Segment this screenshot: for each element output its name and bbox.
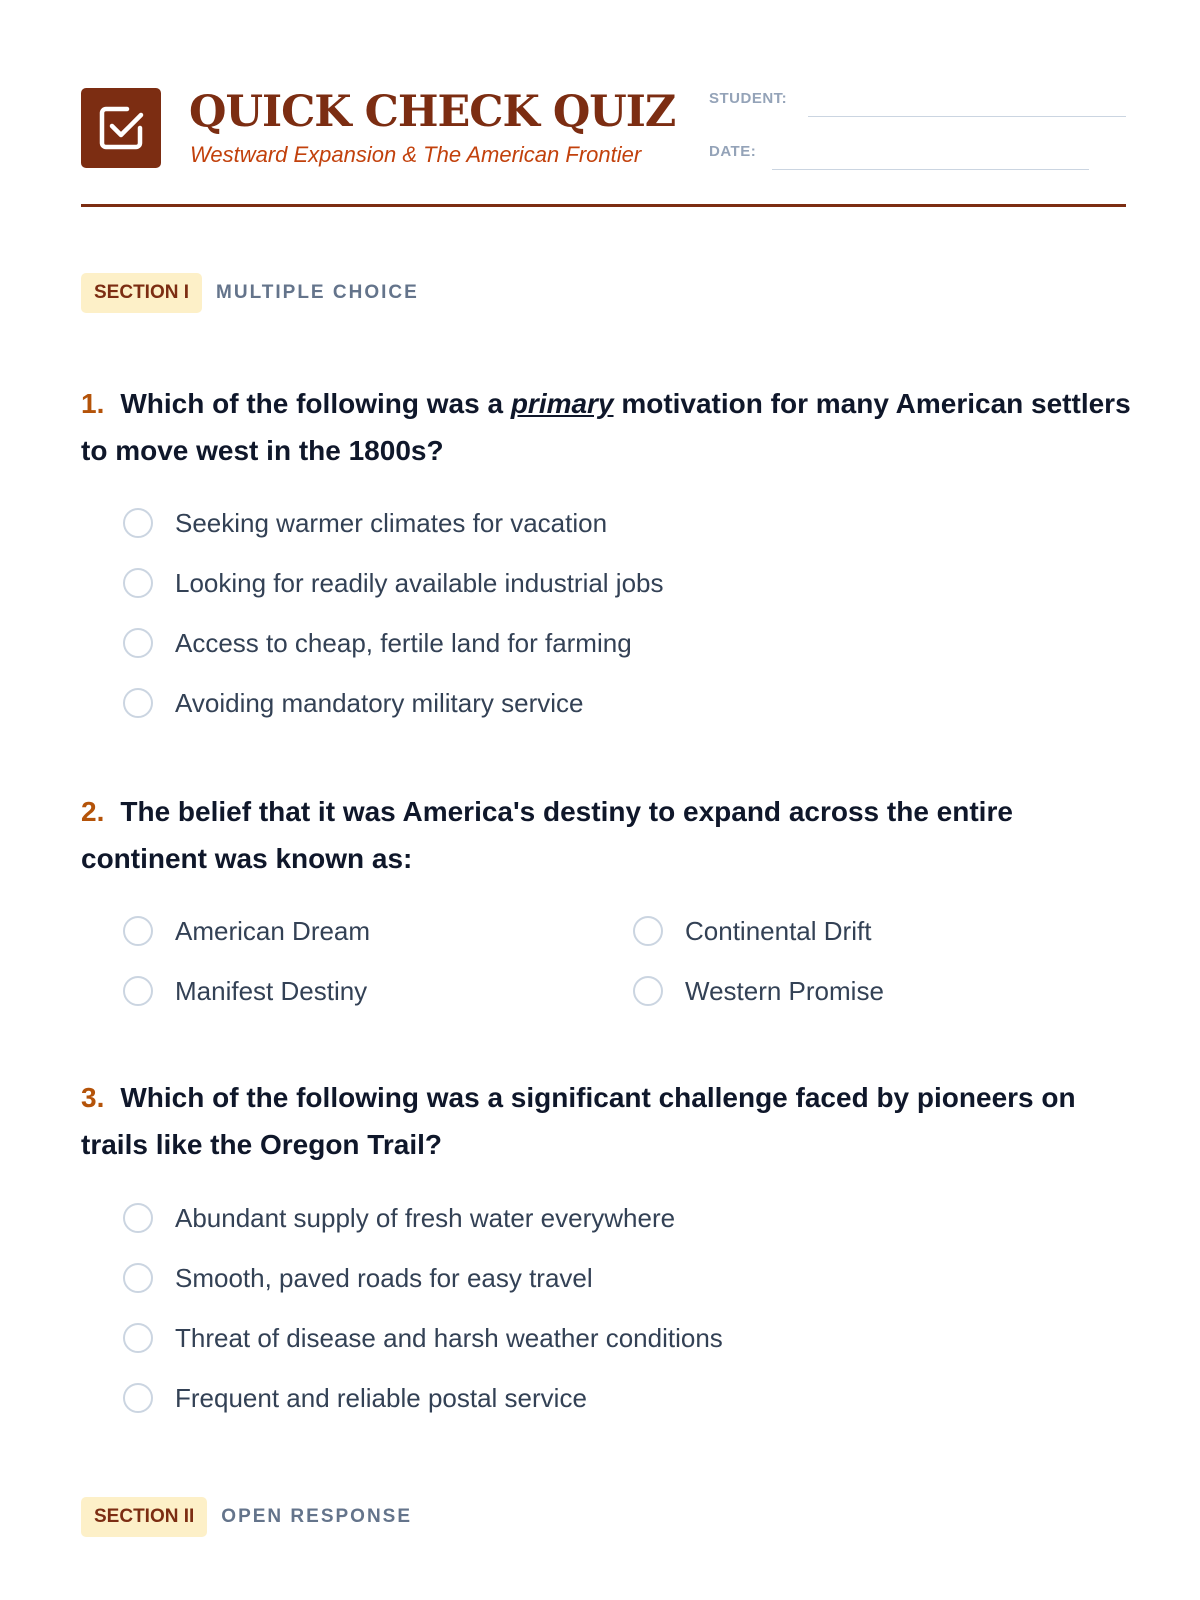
answer-option[interactable] <box>123 503 607 543</box>
quiz-header <box>81 86 1126 207</box>
radio-button[interactable] <box>123 1323 153 1353</box>
answer-option[interactable] <box>123 1378 587 1418</box>
page-subtitle: Westward Expansion & The American Frontier <box>190 142 642 167</box>
option-label: Looking for readily available industrial jobs <box>175 567 664 598</box>
option-label: Smooth, paved roads for easy travel <box>175 1262 593 1293</box>
section-badge: SECTION I <box>81 273 202 313</box>
option-label: Abundant supply of fresh water everywhere <box>175 1202 676 1233</box>
question-3 <box>81 1074 1131 1168</box>
option-label: Threat of disease and harsh weather conditions <box>175 1322 723 1353</box>
answer-option[interactable] <box>123 623 632 663</box>
section-header <box>81 1497 412 1537</box>
student-label: STUDENT: <box>709 90 788 107</box>
option-label: Manifest Destiny <box>175 975 368 1006</box>
answer-option[interactable] <box>123 971 367 1011</box>
option-label: Frequent and reliable postal service <box>175 1382 587 1413</box>
answer-option[interactable] <box>123 683 583 723</box>
page-title: QUICK CHECK QUIZ <box>189 87 676 137</box>
option-label: Continental Drift <box>685 915 872 946</box>
option-label: Avoiding mandatory military service <box>175 687 584 718</box>
answer-option[interactable] <box>123 1258 593 1298</box>
section-label: MULTIPLE CHOICE <box>216 282 419 303</box>
date-label: DATE: <box>709 143 757 160</box>
checkbox-icon <box>81 88 161 168</box>
radio-button[interactable] <box>123 1263 153 1293</box>
radio-button[interactable] <box>633 916 663 946</box>
radio-button[interactable] <box>123 976 153 1006</box>
question-emphasis: primary <box>510 388 614 419</box>
radio-button[interactable] <box>123 916 153 946</box>
date-field[interactable] <box>772 169 1089 170</box>
section-label: OPEN RESPONSE <box>221 1506 413 1527</box>
answer-option[interactable] <box>123 1318 723 1358</box>
question-text: The belief that it was America's destiny to expand across the entire continent was known as: <box>81 796 1013 874</box>
radio-button[interactable] <box>123 628 153 658</box>
question-1 <box>81 380 1131 474</box>
radio-button[interactable] <box>123 688 153 718</box>
radio-button[interactable] <box>123 1203 153 1233</box>
section-header <box>81 273 419 313</box>
question-text: Which of the following was a significant challenge faced by pioneers on trails like the Oregon Trail? <box>81 1082 1076 1160</box>
section-badge: SECTION II <box>81 1497 207 1537</box>
option-label: Western Promise <box>685 975 884 1006</box>
student-name-field[interactable] <box>808 116 1126 117</box>
radio-button[interactable] <box>123 508 153 538</box>
answer-option[interactable] <box>123 1198 675 1238</box>
answer-option[interactable] <box>123 563 664 603</box>
radio-button[interactable] <box>123 1383 153 1413</box>
question-text: Which of the following was a <box>120 388 504 419</box>
answer-option[interactable] <box>123 911 370 951</box>
answer-option[interactable] <box>633 911 871 951</box>
answer-option[interactable] <box>633 971 884 1011</box>
question-text: motivation for many American settlers to move west in the 1800s? <box>81 388 1131 466</box>
question-2 <box>81 788 1131 882</box>
option-label: American Dream <box>175 915 371 946</box>
radio-button[interactable] <box>633 976 663 1006</box>
question-number: 1. <box>81 388 105 419</box>
question-number: 2. <box>81 796 105 827</box>
option-label: Access to cheap, fertile land for farming <box>175 627 632 658</box>
option-label: Seeking warmer climates for vacation <box>175 507 608 538</box>
radio-button[interactable] <box>123 568 153 598</box>
question-number: 3. <box>81 1082 105 1113</box>
